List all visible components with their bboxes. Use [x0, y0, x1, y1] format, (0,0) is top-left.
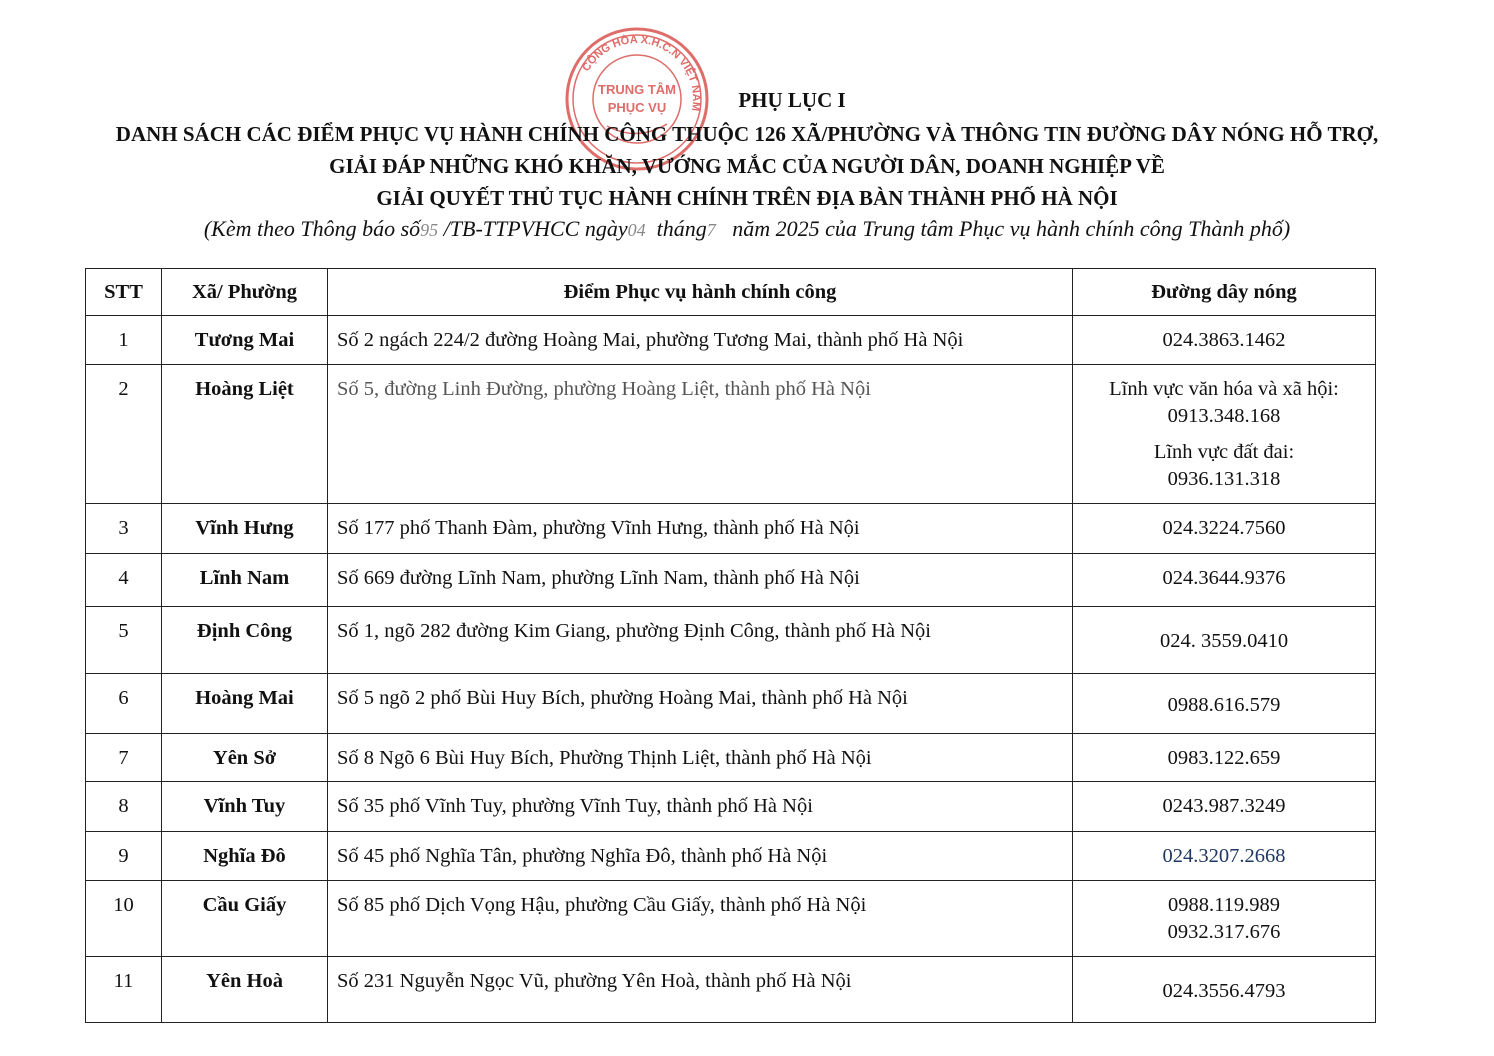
row-address: Số 1, ngõ 282 đường Kim Giang, phường Định Công, thành phố Hà Nội	[328, 607, 1073, 674]
row-address: Số 5 ngõ 2 phố Bùi Huy Bích, phường Hoàng Mai, thành phố Hà Nội	[328, 674, 1073, 734]
ref-part-a: (Kèm theo Thông báo số	[203, 216, 421, 241]
ref-part-c: tháng	[656, 216, 707, 241]
table-row	[86, 832, 1376, 881]
row-ward: Yên Hoà	[162, 957, 328, 1023]
heading-line-1: DANH SÁCH CÁC ĐIỂM PHỤC VỤ HÀNH CHÍNH CÔNG THUỘC 126 XÃ/PHƯỜNG VÀ THÔNG TIN ĐƯỜNG DÂY NÓNG HỖ TRỢ,	[115, 122, 1379, 146]
row-address: Số 8 Ngõ 6 Bùi Huy Bích, Phường Thịnh Liệt, thành phố Hà Nội	[328, 734, 1073, 782]
appendix-title: PHỤ LỤC I	[738, 88, 846, 112]
row-stt: 11	[86, 957, 162, 1023]
row-ward: Hoàng Liệt	[162, 365, 328, 504]
row-address: Số 5, đường Linh Đường, phường Hoàng Liệt, thành phố Hà Nội	[328, 365, 1073, 504]
row-address: Số 669 đường Lĩnh Nam, phường Lĩnh Nam, thành phố Hà Nội	[328, 554, 1073, 607]
table-row	[86, 316, 1376, 365]
row-stt: 1	[86, 316, 162, 365]
seal-ring-text: CỘNG HÒA X.H.C.N VIỆT NAM	[580, 33, 703, 112]
heading-line-3: GIẢI QUYẾT THỦ TỤC HÀNH CHÍNH TRÊN ĐỊA BÀN THÀNH PHỐ HÀ NỘI	[376, 186, 1118, 210]
row-ward: Tương Mai	[162, 316, 328, 365]
seal-line2: PHỤC VỤ	[607, 100, 667, 115]
row-address: Số 85 phố Dịch Vọng Hậu, phường Cầu Giấy, thành phố Hà Nội	[328, 881, 1073, 957]
seal-line1: TRUNG TÂM	[598, 82, 676, 97]
notice-reference	[0, 214, 1494, 245]
row-hotline: 0988.616.579	[1073, 674, 1376, 734]
hotline-label: Lĩnh vực văn hóa và xã hội:	[1109, 378, 1339, 400]
row-ward: Hoàng Mai	[162, 674, 328, 734]
table-row	[86, 607, 1376, 674]
hotline-number: 0913.348.168	[1167, 405, 1281, 427]
row-hotline: 024.3644.9376	[1073, 554, 1376, 607]
row-hotline: 024.3556.4793	[1073, 957, 1376, 1023]
row-ward: Vĩnh Tuy	[162, 782, 328, 832]
ref-month: 7	[706, 220, 716, 240]
row-hotline: 024. 3559.0410	[1073, 607, 1376, 674]
table-row	[86, 504, 1376, 554]
ref-part-b: /TB-TTPVHCC ngày	[443, 216, 628, 241]
hotline-number: 0932.317.676	[1167, 921, 1281, 943]
row-stt: 3	[86, 504, 162, 554]
row-ward: Vĩnh Hưng	[162, 504, 328, 554]
col-header-ward: Xã/ Phường	[162, 269, 328, 316]
row-ward: Định Công	[162, 607, 328, 674]
ref-part-d: năm 2025 của Trung tâm Phục vụ hành chính công Thành phố)	[732, 216, 1291, 241]
hotline-group-land	[1081, 439, 1367, 493]
row-stt: 6	[86, 674, 162, 734]
col-header-hotline: Đường dây nóng	[1073, 269, 1376, 316]
row-stt: 4	[86, 554, 162, 607]
table-row	[86, 674, 1376, 734]
table-row	[86, 365, 1376, 504]
row-hotline	[1073, 365, 1376, 504]
row-hotline: 024.3224.7560	[1073, 504, 1376, 554]
row-address: Số 2 ngách 224/2 đường Hoàng Mai, phường Tương Mai, thành phố Hà Nội	[328, 316, 1073, 365]
row-hotline	[1073, 881, 1376, 957]
hotline-label: Lĩnh vực đất đai:	[1153, 441, 1295, 463]
hotline-number: 0936.131.318	[1167, 468, 1281, 490]
row-hotline: 0243.987.3249	[1073, 782, 1376, 832]
col-header-address: Điểm Phục vụ hành chính công	[328, 269, 1073, 316]
row-stt: 7	[86, 734, 162, 782]
row-stt: 9	[86, 832, 162, 881]
row-ward: Yên Sở	[162, 734, 328, 782]
row-ward: Nghĩa Đô	[162, 832, 328, 881]
row-stt: 8	[86, 782, 162, 832]
row-hotline: 024.3207.2668	[1073, 832, 1376, 881]
table-header-row	[86, 269, 1376, 316]
hotline-group-culture	[1081, 376, 1367, 430]
row-stt: 5	[86, 607, 162, 674]
table-row	[86, 554, 1376, 607]
row-address: Số 231 Nguyễn Ngọc Vũ, phường Yên Hoà, thành phố Hà Nội	[328, 957, 1073, 1023]
table-row	[86, 881, 1376, 957]
row-stt: 10	[86, 881, 162, 957]
document-heading	[0, 86, 1494, 245]
row-ward: Cầu Giấy	[162, 881, 328, 957]
table-row	[86, 782, 1376, 832]
row-address: Số 45 phố Nghĩa Tân, phường Nghĩa Đô, thành phố Hà Nội	[328, 832, 1073, 881]
row-stt: 2	[86, 365, 162, 504]
row-ward: Lĩnh Nam	[162, 554, 328, 607]
ref-number: 95	[420, 220, 439, 240]
ref-day: 04	[627, 220, 646, 240]
row-address: Số 35 phố Vĩnh Tuy, phường Vĩnh Tuy, thành phố Hà Nội	[328, 782, 1073, 832]
hotline-number: 0988.119.989	[1168, 894, 1280, 916]
row-hotline: 024.3863.1462	[1073, 316, 1376, 365]
col-header-stt: STT	[86, 269, 162, 316]
table-row	[86, 957, 1376, 1023]
table-row	[86, 734, 1376, 782]
row-hotline: 0983.122.659	[1073, 734, 1376, 782]
row-address: Số 177 phố Thanh Đàm, phường Vĩnh Hưng, thành phố Hà Nội	[328, 504, 1073, 554]
service-points-table	[85, 268, 1376, 1023]
heading-line-2: GIẢI ĐÁP NHỮNG KHÓ KHĂN, VƯỚNG MẮC CỦA NGƯỜI DÂN, DOANH NGHIỆP VỀ	[329, 154, 1165, 178]
